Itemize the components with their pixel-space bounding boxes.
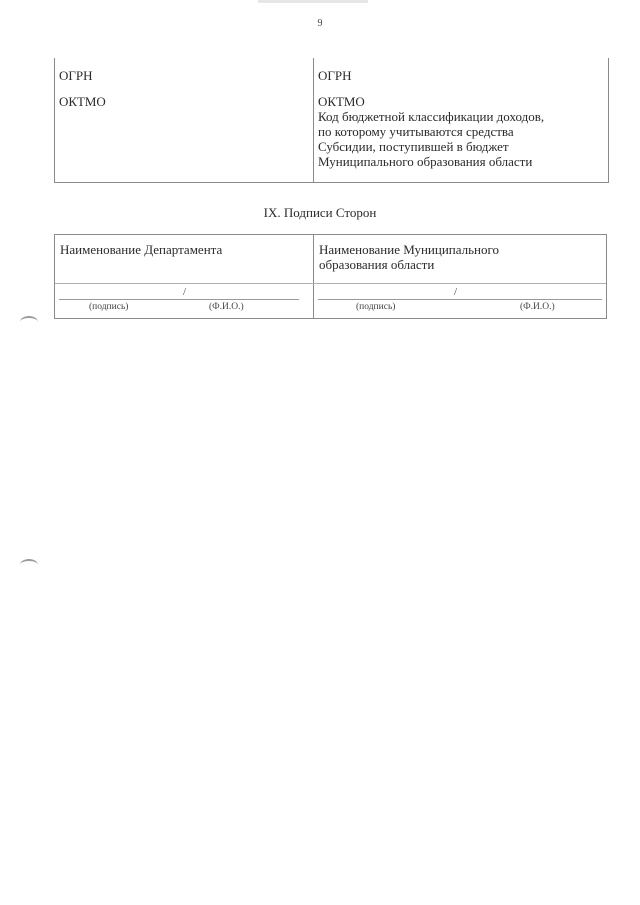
requisites-table — [54, 58, 609, 183]
municipality-name-line: образования области — [319, 257, 435, 272]
punch-hole-mark — [20, 316, 38, 328]
ogrn-label-right: ОГРН — [318, 68, 352, 83]
oktmo-label-right: ОКТМО — [318, 94, 365, 109]
budget-code-line: Муниципального образования области — [318, 154, 533, 169]
department-signature-cell — [55, 284, 314, 319]
signature-caption: (подпись) — [356, 302, 396, 312]
fio-caption: (Ф.И.О.) — [209, 302, 244, 312]
municipality-name-line: Наименование Муниципального — [319, 242, 500, 257]
signature-line — [318, 299, 602, 300]
signature-slash: / — [454, 286, 458, 298]
page-number: 9 — [317, 18, 323, 29]
budget-code-line: по которому учитываются средства — [318, 124, 514, 139]
department-name: Наименование Департамента — [55, 235, 314, 283]
requisites-left-column — [55, 58, 314, 182]
signatures-table — [54, 234, 607, 319]
section-title: IX. Подписи Сторон — [263, 205, 377, 220]
requisites-right-column — [314, 58, 608, 182]
signature-slash: / — [183, 286, 187, 298]
punch-hole-mark — [20, 559, 38, 571]
signature-caption: (подпись) — [89, 302, 129, 312]
municipality-name — [314, 235, 606, 283]
budget-code-line: Код бюджетной классификации доходов, — [318, 109, 545, 124]
oktmo-label-left: ОКТМО — [59, 94, 106, 109]
scan-artifact — [258, 0, 368, 3]
budget-code-line: Субсидии, поступившей в бюджет — [318, 139, 509, 154]
signature-line — [59, 299, 299, 300]
fio-caption: (Ф.И.О.) — [520, 302, 555, 312]
signatures-names-row — [55, 235, 606, 284]
municipality-signature-cell — [314, 284, 606, 319]
signatures-lines-row — [55, 284, 606, 319]
ogrn-label-left: ОГРН — [59, 68, 93, 83]
